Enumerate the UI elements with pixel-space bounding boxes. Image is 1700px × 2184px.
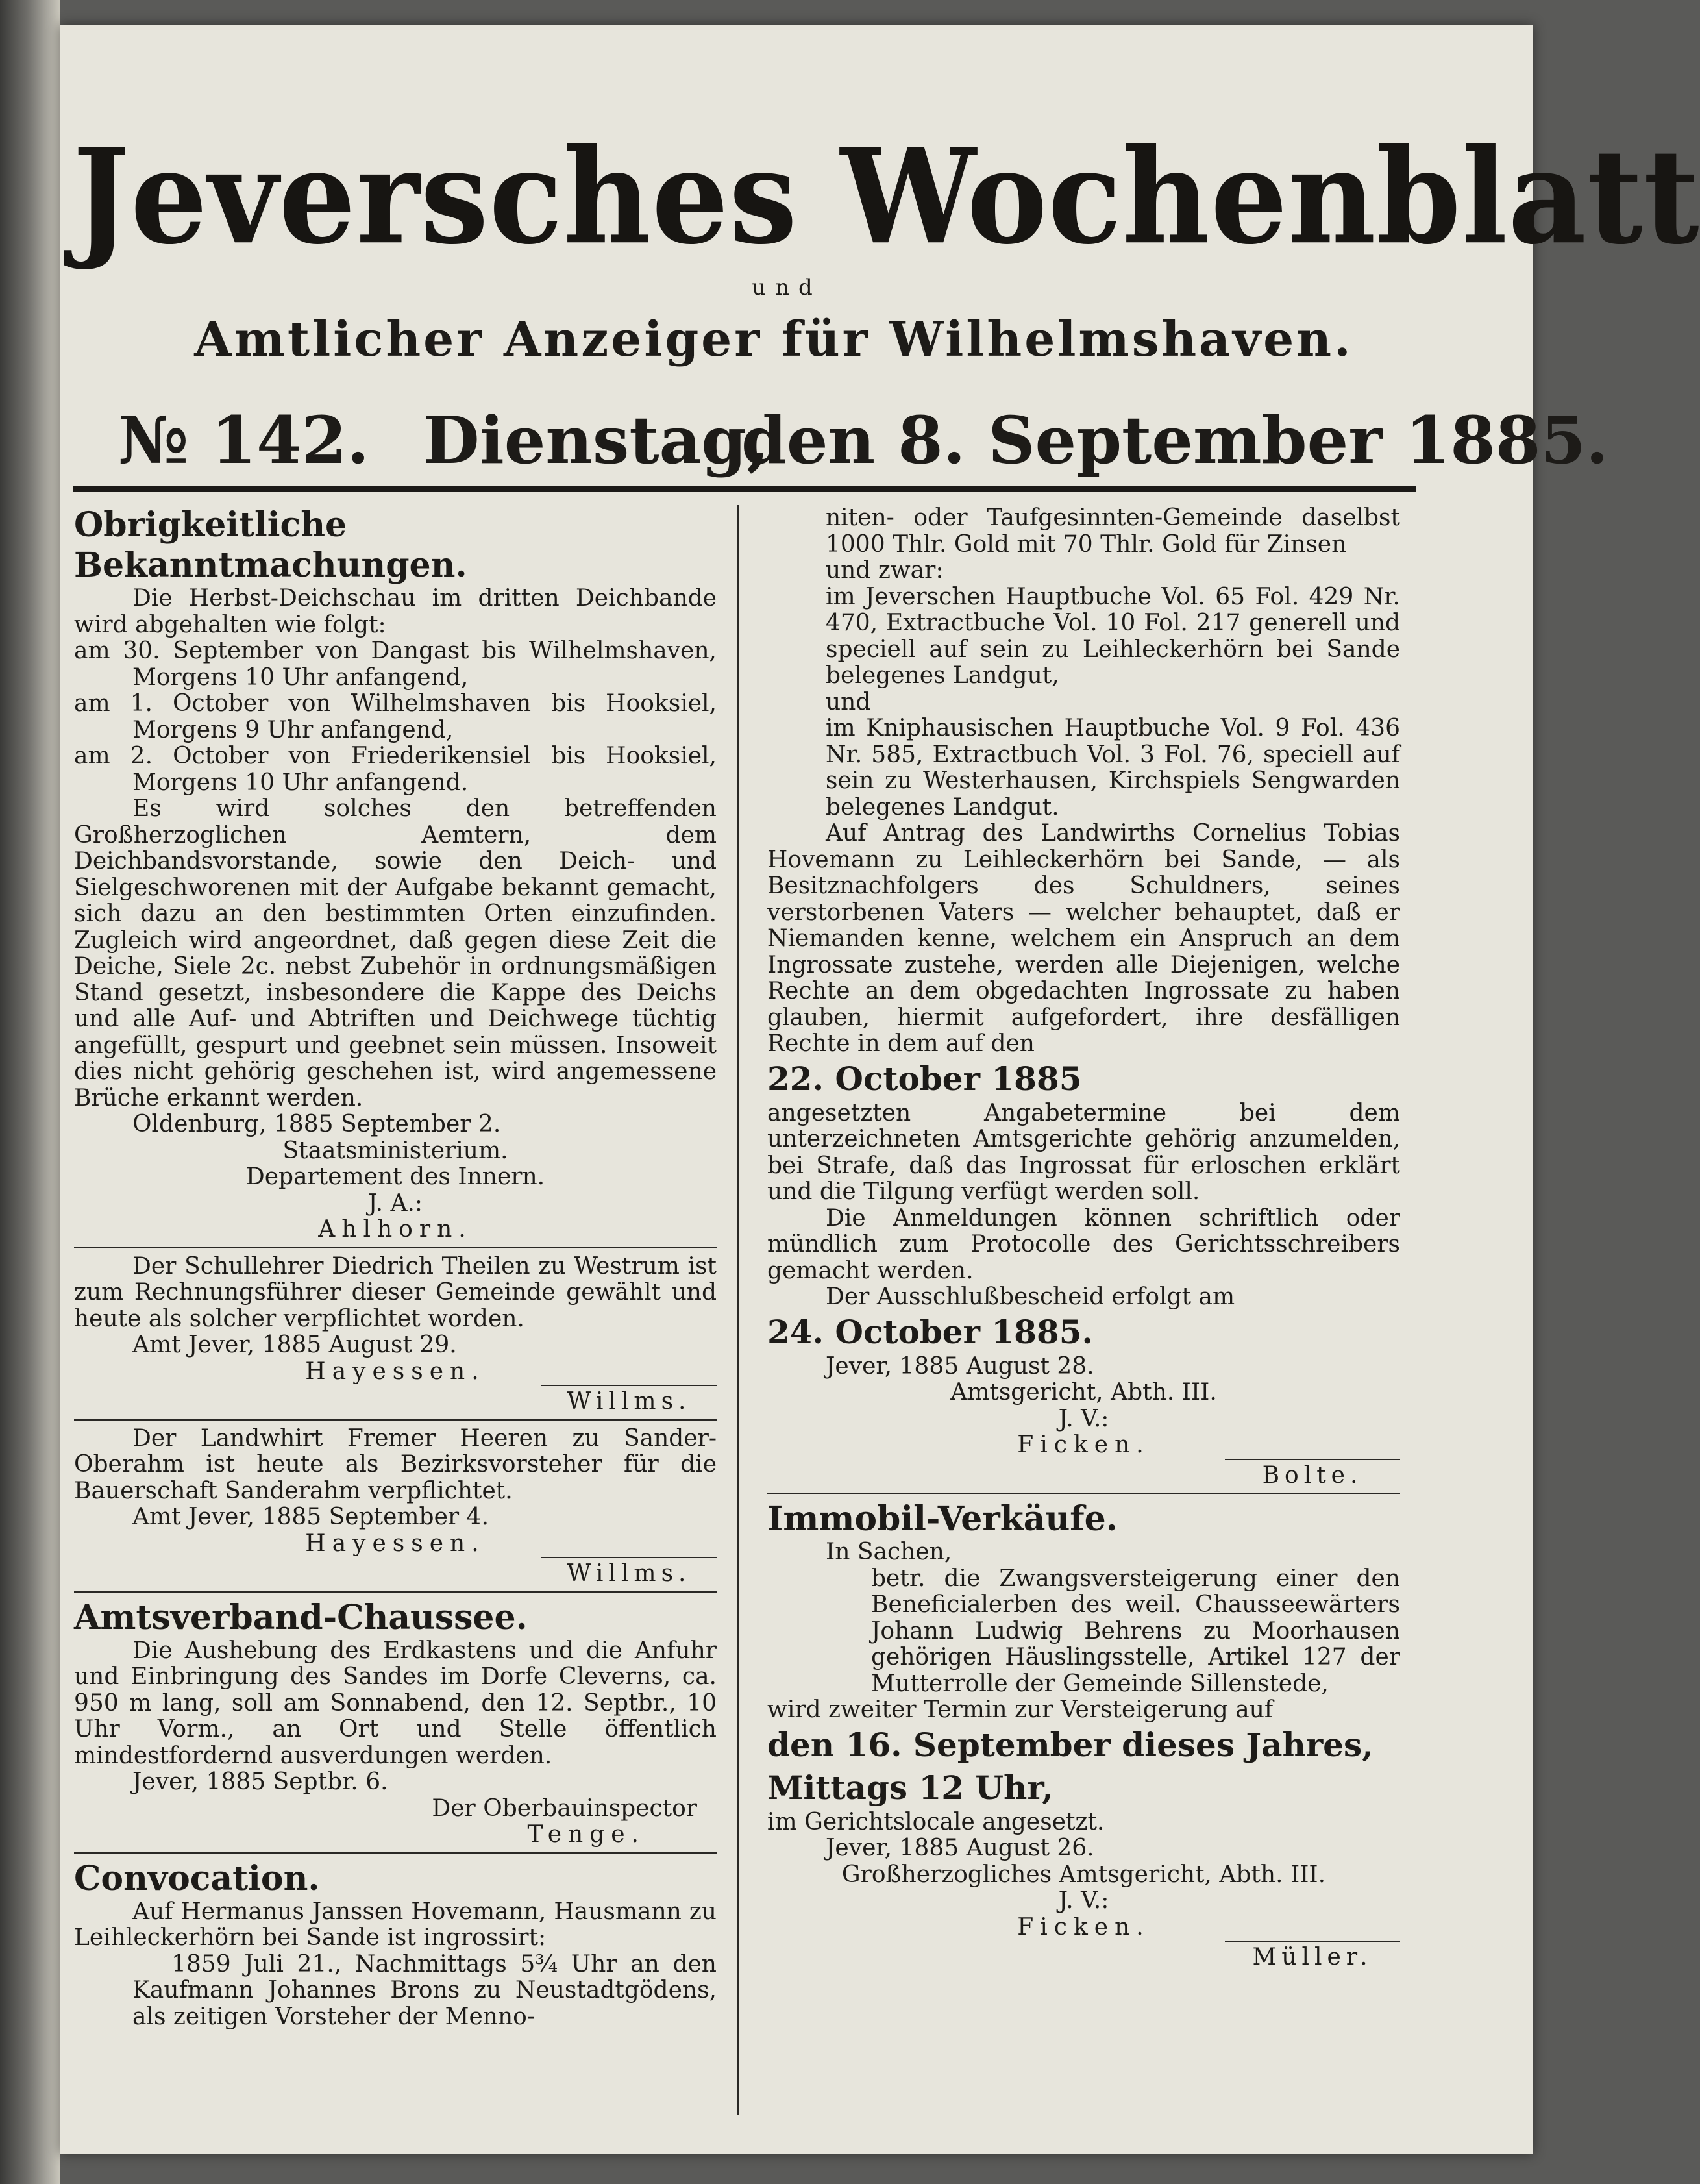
notice-body: Der Landwhirt Fremer Heeren zu Sander-Oberahm ist heute als Bezirksvorsteher für die Bauerschaft Sanderahm verpflichtet. — [74, 1424, 717, 1504]
notice-date-emphasis: 24. October 1885. — [767, 1312, 1093, 1351]
notice-body: angesetzten Angabetermine bei dem unterzeichneten Amtsgerichte gehörig anzumelden, bei Strafe, daß das Ingrossat für erloschen erklärt und die Tilgung verfügt werden soll. — [767, 1099, 1400, 1205]
notice-immobil — [767, 1499, 1400, 1971]
issue-line — [118, 401, 1608, 479]
schedule-item: am 30. September von Dangast bis Wilhelmshaven, Morgens 10 Uhr anfangend, — [74, 638, 717, 691]
signature: Bolte. — [1225, 1459, 1400, 1489]
signature: J. V.: — [1058, 1405, 1109, 1432]
notice-body: betr. die Zwangsversteigerung einer den Beneficialerben des weil. Chausseewärters Johann Ludwig Behrens zu Moorhausen gehörigen Häuslingsstelle, Artikel 127 der Mutterrolle der Gemeinde Sillenstede, — [871, 1565, 1400, 1697]
section-heading: Obrigkeitliche Bekanntmachungen. — [74, 505, 467, 585]
notice-theilen — [74, 1254, 717, 1415]
notice-place-date: Jever, 1885 August 26. — [826, 1835, 1094, 1861]
signature: Tenge. — [527, 1821, 645, 1848]
issue-weekday: Dienstag, — [423, 402, 770, 478]
section-rule — [767, 1493, 1400, 1494]
signature: J. A.: — [367, 1189, 423, 1217]
signature: Müller. — [1225, 1941, 1400, 1971]
notice-body: Auf Hermanus Janssen Hovemann, Hausmann zu Leihleckerhörn bei Sande ist ingrossirt: — [74, 1898, 717, 1951]
right-column — [767, 505, 1400, 1971]
issue-date: den 8. September 1885. — [741, 402, 1608, 478]
section-rule — [74, 1852, 717, 1854]
signature: Staatsministerium. — [282, 1137, 508, 1164]
notice-item: 1859 Juli 21., Nachmittags 5¾ Uhr an den Kaufmann Johannes Brons zu Neustadtgödens, als zeitigen Vorsteher der Menno- — [132, 1950, 717, 2030]
signature: Willms. — [541, 1557, 717, 1587]
notice-place-date: Amt Jever, 1885 August 29. — [132, 1332, 457, 1358]
column-divider — [737, 505, 739, 2115]
section-heading: Immobil-Verkäufe. — [767, 1499, 1118, 1539]
signature: Hayessen. — [305, 1530, 486, 1557]
notice-body: niten- oder Taufgesinnten-Gemeinde daselbst 1000 Thlr. Gold mit 70 Thlr. Gold für Zinsen — [826, 504, 1400, 558]
notice-body: Der Schullehrer Diedrich Theilen zu Westrum ist zum Rechnungsführer dieser Gemeinde gewählt und heute als solcher verpflichtet worden. — [74, 1252, 717, 1332]
notice-obrigkeit — [74, 505, 717, 1243]
notice-chaussee — [74, 1598, 717, 1848]
notice-body: Es wird solches den betreffenden Großherzoglichen Aemtern, dem Deichbandsvorstande, sowie den Deich- und Sielgeschworenen mit der Aufgabe bekannt gemacht, sich dazu an den bestimmten Orten einzufinden. Zugleich wird angeordnet, daß gegen diese Zeit die Deiche, Siele 2c. nebst Zubehör in ordnungsmäßigen Stand gesetzt, insbesondere die Kappe des Deichs und alle Auf- und Abtriften und Deichwege tüchtig angefüllt, gespurt und geebnet sein müssen. Insoweit dies nicht gehörig geschehen ist, wird angemessene Brüche erkannt werden. — [74, 795, 717, 1111]
section-rule — [74, 1419, 717, 1421]
notice-convocation-continued — [767, 505, 1400, 1489]
notice-body: wird zweiter Termin zur Versteigerung auf — [767, 1696, 1274, 1723]
notice-body: im Jeverschen Hauptbuche Vol. 65 Fol. 429 Nr. 470, Extractbuche Vol. 10 Fol. 217 generell und speciell auf sein zu Leihleckerhörn bei Sande belegenes Landgut, — [826, 583, 1400, 689]
notice-intro: Die Herbst-Deichschau im dritten Deichbande wird abgehalten wie folgt: — [74, 585, 717, 638]
schedule-item: am 1. October von Wilhelmshaven bis Hooksiel, Morgens 9 Uhr anfangend, — [74, 690, 717, 743]
notice-body: und zwar: — [826, 557, 944, 584]
masthead-und: und — [752, 275, 822, 301]
notice-place-date: Amt Jever, 1885 September 4. — [132, 1504, 489, 1530]
signature: Hayessen. — [305, 1358, 486, 1385]
notice-body: In Sachen, — [826, 1539, 952, 1565]
signature: Amtsgericht, Abth. III. — [950, 1379, 1217, 1406]
book-binding-edge — [0, 0, 60, 2184]
notice-place-date: Jever, 1885 Septbr. 6. — [132, 1768, 388, 1795]
notice-body: Die Anmeldungen können schriftlich oder mündlich zum Protocolle des Gerichtsschreibers gemacht werden. — [767, 1204, 1400, 1284]
signature: Departement des Innern. — [245, 1163, 545, 1190]
notice-body: Die Aushebung des Erdkastens und die Anfuhr und Einbringung des Sandes im Dorfe Cleverns, ca. 950 m lang, soll am Sonnabend, den 12. Septbr., 10 Uhr Vorm., an Ort und Stelle öffentlich mindestfordernd ausverdungen werden. — [74, 1637, 717, 1769]
masthead-subtitle: Amtlicher Anzeiger für Wilhelmshaven. — [194, 312, 1353, 367]
signature-rule — [74, 1385, 717, 1415]
newspaper-page — [60, 25, 1700, 2154]
notice-body: im Gerichtslocale angesetzt. — [767, 1808, 1105, 1835]
masthead-title: Jeversches Wochenblatt — [73, 119, 1700, 273]
section-heading: Amtsverband-Chaussee. — [74, 1597, 528, 1637]
notice-date-emphasis: Mittags 12 Uhr, — [767, 1768, 1053, 1807]
masthead-rule — [73, 486, 1416, 492]
signature-rule — [767, 1459, 1400, 1489]
signature: Der Oberbauinspector — [432, 1794, 697, 1822]
signature: Ficken. — [1017, 1913, 1150, 1941]
notice-body: und — [826, 688, 871, 715]
signature: Willms. — [541, 1385, 717, 1415]
left-column — [74, 505, 717, 2030]
notice-body: Der Ausschlußbescheid erfolgt am — [826, 1284, 1235, 1310]
issue-number: № 142. — [118, 402, 370, 478]
notice-date-emphasis: 22. October 1885 — [767, 1059, 1082, 1098]
section-rule — [74, 1247, 717, 1248]
section-rule — [74, 1591, 717, 1593]
signature: Ficken. — [1017, 1432, 1150, 1458]
signature-rule — [74, 1557, 717, 1587]
notice-date-emphasis: den 16. September dieses Jahres, — [767, 1725, 1374, 1764]
notice-convocation — [74, 1859, 717, 2031]
notice-fremer — [74, 1426, 717, 1587]
schedule-item: am 2. October von Friederikensiel bis Hooksiel, Morgens 10 Uhr anfangend. — [74, 743, 717, 796]
signature-rule — [767, 1941, 1400, 1971]
signature: Ahlhorn. — [318, 1216, 473, 1243]
notice-place-date: Oldenburg, 1885 September 2. — [132, 1111, 501, 1137]
notice-place-date: Jever, 1885 August 28. — [826, 1352, 1094, 1380]
signature: Großherzogliches Amtsgericht, Abth. III. — [841, 1861, 1326, 1888]
signature: J. V.: — [1058, 1887, 1109, 1914]
section-heading: Convocation. — [74, 1858, 320, 1898]
notice-body: im Kniphausischen Hauptbuche Vol. 9 Fol. 436 Nr. 585, Extractbuch Vol. 3 Fol. 76, speciell auf sein zu Westerhausen, Kirchspiels Sengwarden belegenes Landgut. — [826, 715, 1400, 821]
notice-body: Auf Antrag des Landwirths Cornelius Tobias Hovemann zu Leihleckerhörn bei Sande, — als Besitznachfolgers des Schuldners, seines verstorbenen Vaters — welcher behauptet, daß er Niemanden kenne, welchem ein Anspruch an dem Ingrossate zustehe, werden alle Diejenigen, welche Rechte an dem obgedachten Ingrossate zu haben glauben, hiermit aufgefordert, ihre desfälligen Rechte in dem auf den — [767, 820, 1400, 1057]
